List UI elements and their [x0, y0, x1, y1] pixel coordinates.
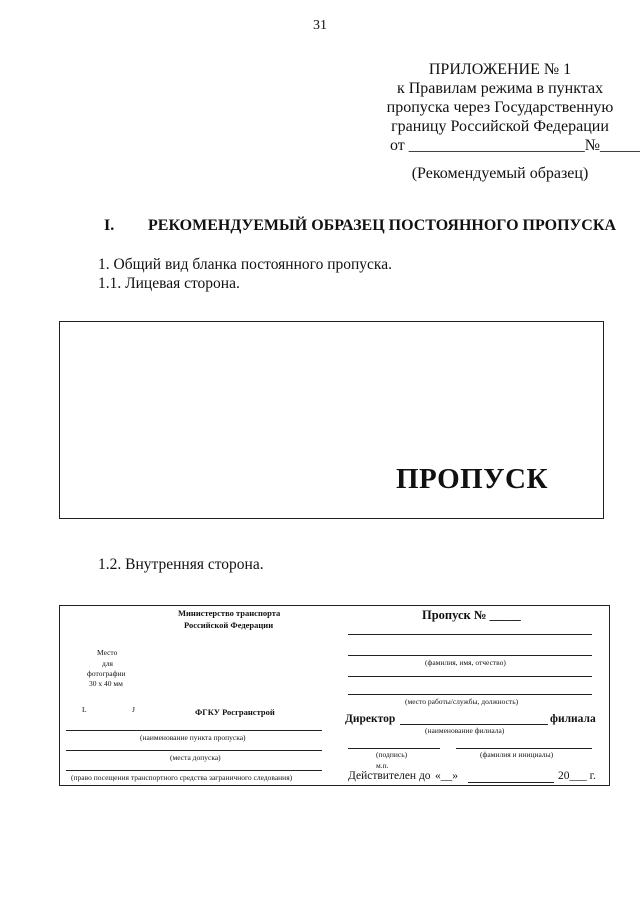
ministry-line-1: Министерство транспорта [178, 608, 281, 618]
photo-corner-right: J [132, 705, 135, 714]
access-line [66, 750, 322, 751]
appendix-line-3: границу Российской Федерации [391, 118, 609, 135]
section-heading [104, 217, 616, 235]
access-caption: (места допуска) [170, 753, 221, 762]
appendix-line-1: к Правилам режима в пунктах [396, 80, 604, 97]
inner-side-card [59, 605, 610, 786]
photo-corner-left: L [82, 705, 87, 714]
pass-number-title: Пропуск № _____ [422, 608, 521, 622]
stamp-mark: м.п. [376, 761, 389, 770]
checkpoint-caption: (наименование пункта пропуска) [140, 733, 246, 742]
sample-note: (Рекомендуемый образец) [411, 165, 589, 182]
director-label: Директор [345, 713, 396, 725]
work-line-2 [348, 694, 592, 695]
signature-line [348, 748, 440, 749]
name-initials-line [456, 748, 592, 749]
organization-name: ФГКУ Росгранстрой [195, 707, 275, 717]
name-initials-caption: (фамилия и инициалы) [480, 750, 554, 759]
checkpoint-line [66, 730, 322, 731]
item-front-side: 1.1. Лицевая сторона. [98, 275, 240, 292]
branch-label: филиала [550, 713, 596, 725]
photo-place-line-2: для [102, 659, 114, 668]
front-card-title: ПРОПУСК [396, 463, 548, 495]
valid-year: 20___ г. [558, 770, 596, 782]
valid-month-line [468, 782, 554, 783]
vehicle-caption: (право посещения транспортного средства заграничного следования) [71, 773, 293, 782]
photo-place-line-4: 30 х 40 мм [89, 679, 123, 688]
valid-day: «__» [435, 770, 458, 782]
work-caption: (место работы/службы, должность) [405, 697, 519, 706]
appendix-title: ПРИЛОЖЕНИЕ № 1 [428, 61, 572, 78]
ministry-line-2: Российской Федерации [184, 620, 274, 630]
section-title: РЕКОМЕНДУЕМЫЙ ОБРАЗЕЦ ПОСТОЯННОГО ПРОПУСКА [148, 217, 616, 234]
pass-blank-line [348, 634, 592, 635]
page-number: 31 [313, 18, 327, 33]
photo-place-line-3: фотографии [87, 669, 126, 678]
photo-place-line-1: Место [97, 648, 118, 657]
branch-line [400, 724, 548, 725]
valid-until-label: Действителен до [348, 770, 431, 782]
work-line-1 [348, 676, 592, 677]
signature-caption: (подпись) [376, 750, 408, 759]
appendix-date-number-line: от ______________________№_____ [390, 137, 640, 154]
appendix-line-2: пропуска через Государственную [386, 99, 614, 116]
fio-line [348, 655, 592, 656]
fio-caption: (фамилия, имя, отчество) [425, 658, 506, 667]
appendix-header [380, 60, 640, 155]
item-inner-side: 1.2. Внутренняя сторона. [98, 556, 264, 573]
branch-caption: (наименование филиала) [425, 726, 505, 735]
section-number: I. [104, 217, 115, 234]
item-general: 1. Общий вид бланка постоянного пропуска. [98, 256, 392, 273]
vehicle-line [66, 770, 322, 771]
